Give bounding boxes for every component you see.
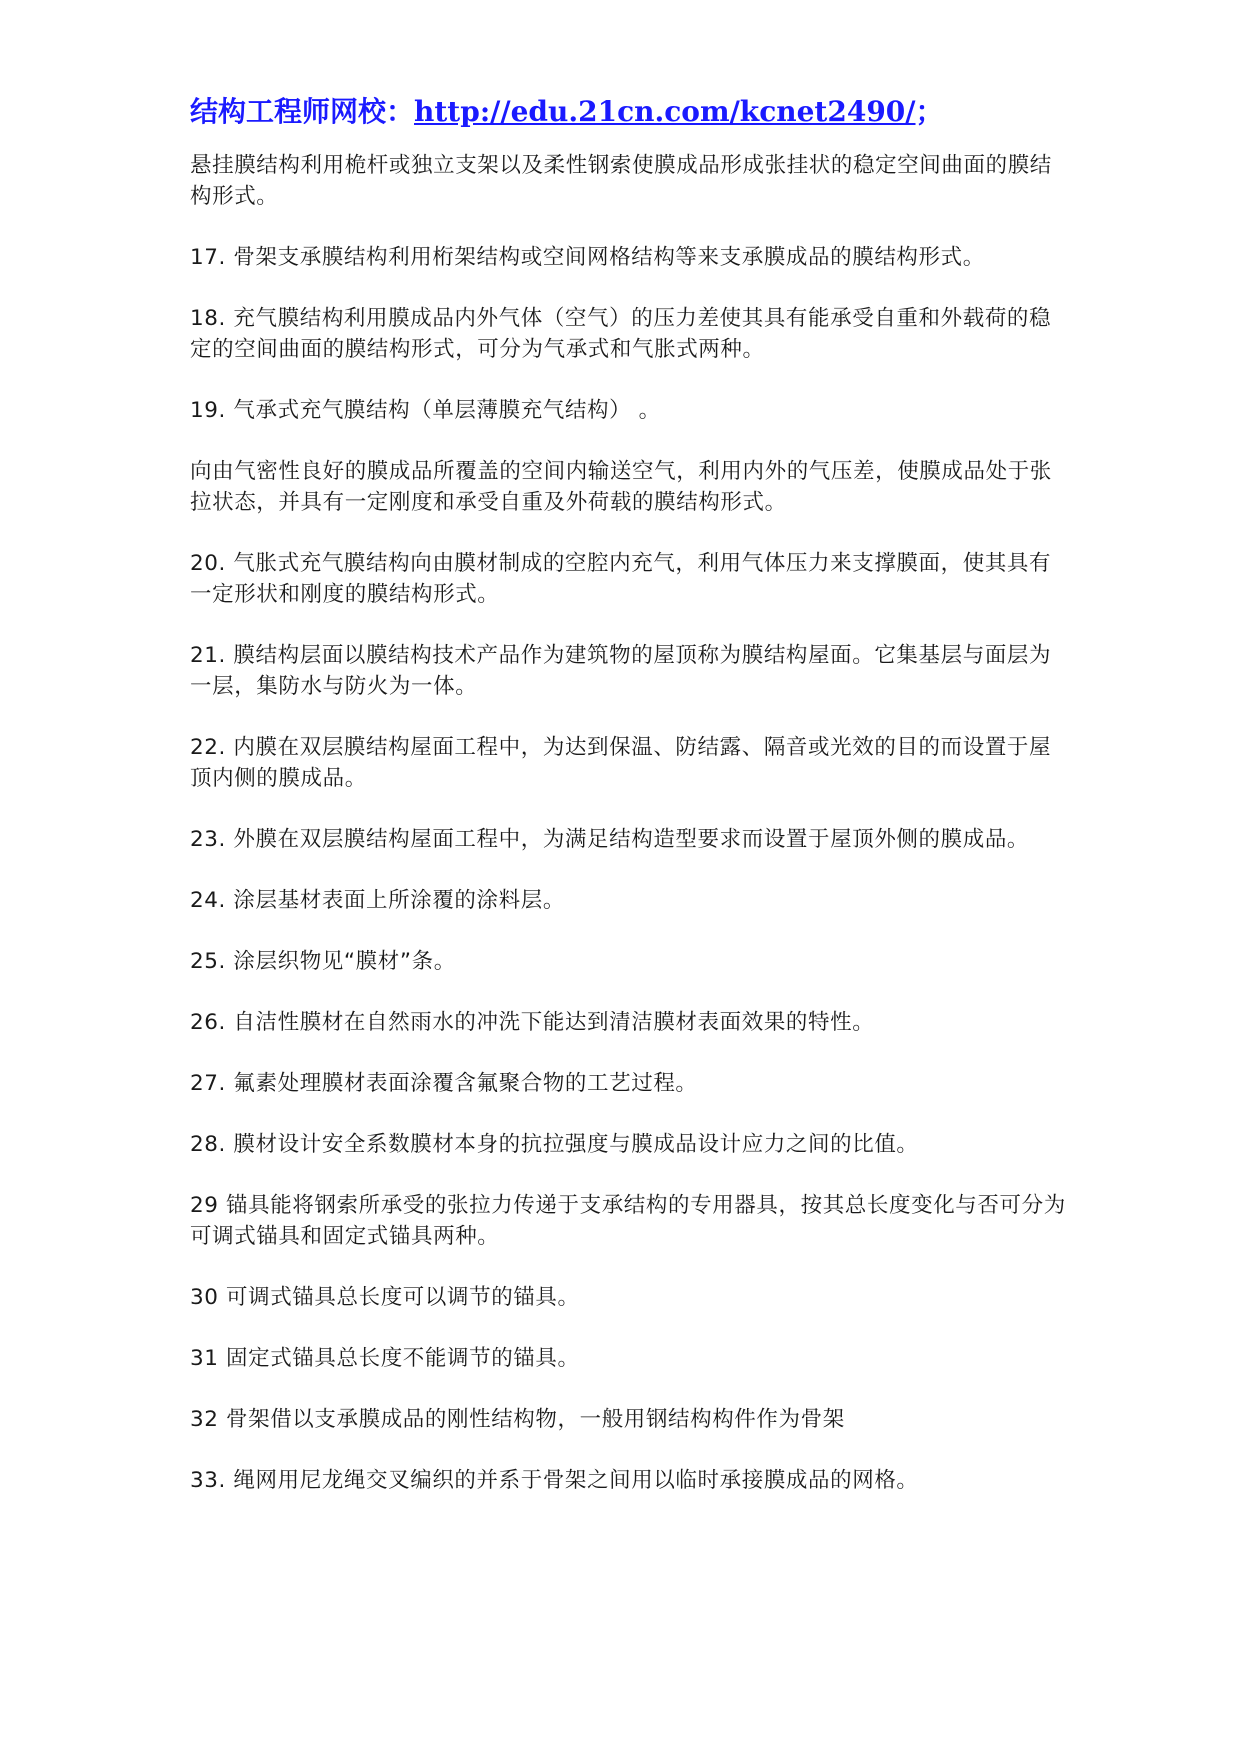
- paragraph-32: 32 骨架借以支承膜成品的刚性结构物，一般用钢结构构件作为骨架: [190, 1407, 845, 1432]
- school-url-link[interactable]: http://edu.21cn.com/kcnet2490/: [414, 95, 916, 128]
- header-tail: ；: [915, 95, 944, 128]
- paragraph-17: 17. 骨架支承膜结构利用桁架结构或空间网格结构等来支承膜成品的膜结构形式。: [190, 245, 985, 270]
- paragraph-19: 19. 气承式充气膜结构（单层薄膜充气结构） 。: [190, 398, 661, 423]
- paragraph-20: 20. 气胀式充气膜结构向由膜材制成的空腔内充气，利用气体压力来支撑膜面，使其具有一定形状和刚度的膜结构形式。: [190, 551, 1052, 607]
- paragraph-27: 27. 氟素处理膜材表面涂覆含氟聚合物的工艺过程。: [190, 1071, 698, 1096]
- paragraph-22: 22. 内膜在双层膜结构屋面工程中，为达到保温、防结露、隔音或光效的目的而设置于屋顶内侧的膜成品。: [190, 735, 1052, 791]
- paragraph-18: 18. 充气膜结构利用膜成品内外气体（空气）的压力差使其具有能承受自重和外载荷的稳定的空间曲面的膜结构形式，可分为气承式和气胀式两种。: [190, 306, 1052, 362]
- school-label: 结构工程师网校：: [190, 95, 415, 128]
- paragraph-24: 24. 涂层基材表面上所涂覆的涂料层。: [190, 888, 565, 913]
- paragraph-21: 21. 膜结构层面以膜结构技术产品作为建筑物的屋顶称为膜结构屋面。它集基层与面层为一层，集防水与防火为一体。: [190, 643, 1052, 699]
- paragraph-23: 23. 外膜在双层膜结构屋面工程中，为满足结构造型要求而设置于屋顶外侧的膜成品。: [190, 827, 1030, 852]
- page-header: [190, 92, 944, 132]
- paragraph-26: 26. 自洁性膜材在自然雨水的冲洗下能达到清洁膜材表面效果的特性。: [190, 1010, 875, 1035]
- paragraph-31: 31 固定式锚具总长度不能调节的锚具。: [190, 1346, 580, 1371]
- paragraph-suspended-membrane: 悬挂膜结构利用桅杆或独立支架以及柔性钢索使膜成品形成张挂状的稳定空间曲面的膜结构形式。: [190, 153, 1052, 209]
- paragraph-29: 29 锚具能将钢索所承受的张拉力传递于支承结构的专用器具，按其总长度变化与否可分为可调式锚具和固定式锚具两种。: [190, 1193, 1066, 1249]
- document-body: [190, 150, 1070, 1526]
- paragraph-33: 33. 绳网用尼龙绳交叉编织的并系于骨架之间用以临时承接膜成品的网格。: [190, 1468, 919, 1493]
- paragraph-28: 28. 膜材设计安全系数膜材本身的抗拉强度与膜成品设计应力之间的比值。: [190, 1132, 919, 1157]
- paragraph-19-detail: 向由气密性良好的膜成品所覆盖的空间内输送空气，利用内外的气压差，使膜成品处于张拉状态，并具有一定刚度和承受自重及外荷载的膜结构形式。: [190, 459, 1052, 515]
- paragraph-25: 25. 涂层织物见“膜材”条。: [190, 949, 456, 974]
- paragraph-30: 30 可调式锚具总长度可以调节的锚具。: [190, 1285, 580, 1310]
